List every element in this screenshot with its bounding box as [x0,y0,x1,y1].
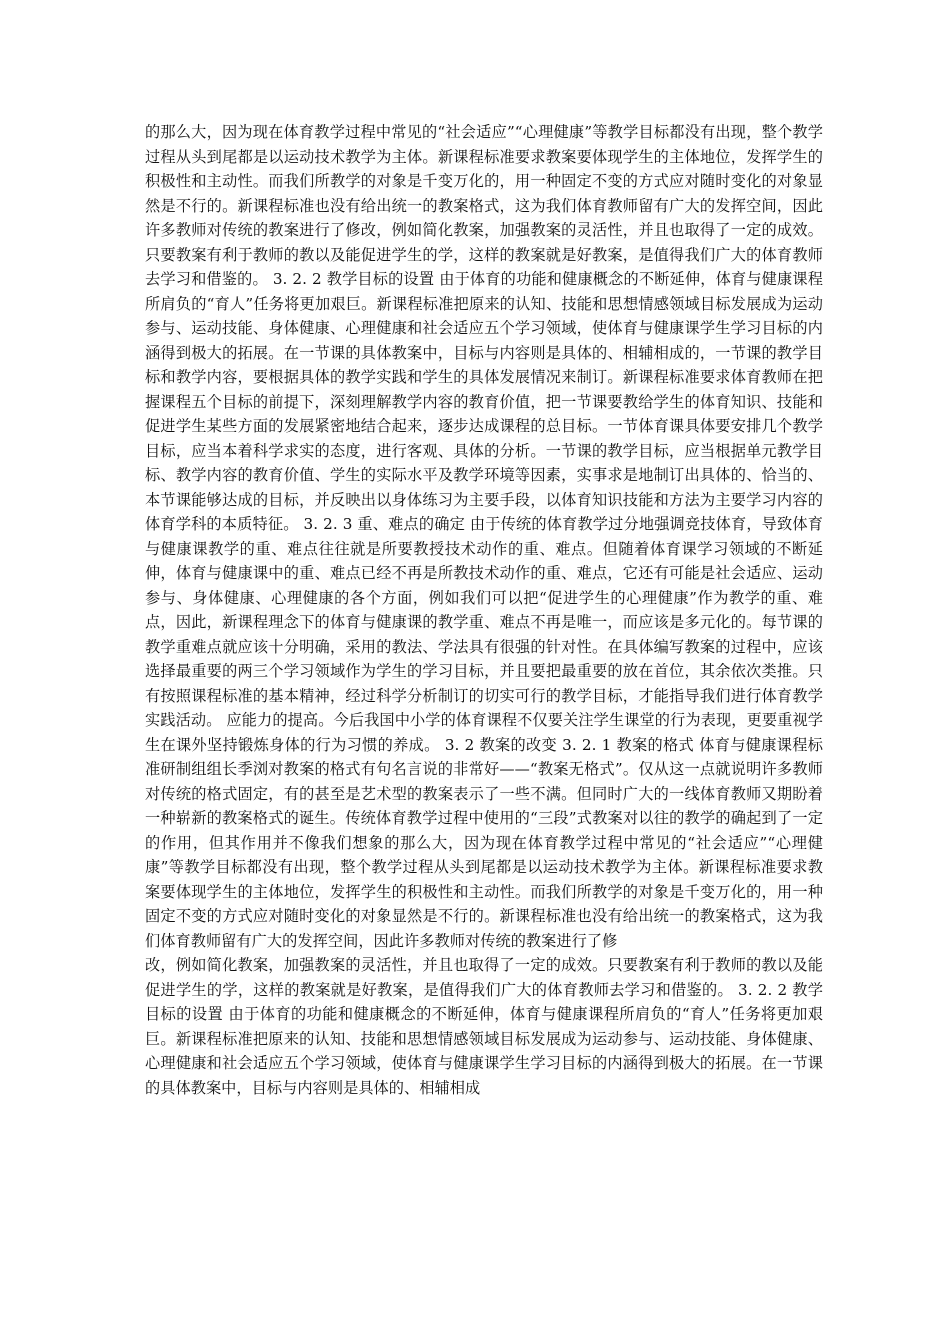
paragraph-2: 改，例如简化教案，加强教案的灵活性，并且也取得了一定的成效。只要教案有利于教师的教以及能促进学生的学，这样的教案就是好教案，是值得我们广大的体育教师去学习和借鉴的。 3. 2. 2 教学目标的设置 由于体育的功能和健康概念的不断延伸，体育与健康课程所肩负的“育人”任务将更加艰巨。新课程标准把原来的认知、技能和思想情感领域目标发展成为运动参与、运动技能、身体健康、心理健康和社会适应五个学习领域，使体育与健康课学生学习目标的内涵得到极大的拓展。在一节课的具体教案中，目标与内容则是具体的、相辅相成 [145,956,823,1097]
body-text [145,120,823,1100]
paragraph-1: 的那么大，因为现在体育教学过程中常见的“社会适应”“心理健康”等教学目标都没有出现，整个教学过程从头到尾都是以运动技术教学为主体。新课程标准要求教案要体现学生的主体地位，发挥学生的积极性和主动性。而我们所教学的对象是千变万化的，用一种固定不变的方式应对随时变化的对象显然是不行的。新课程标准也没有给出统一的教案格式，这为我们体育教师留有广大的发挥空间，因此许多教师对传统的教案进行了修改，例如简化教案，加强教案的灵活性，并且也取得了一定的成效。只要教案有利于教师的教以及能促进学生的学，这样的教案就是好教案，是值得我们广大的体育教师去学习和借鉴的。 3. 2. 2 教学目标的设置 由于体育的功能和健康概念的不断延伸，体育与健康课程所肩负的“育人”任务将更加艰巨。新课程标准把原来的认知、技能和思想情感领域目标发展成为运动参与、运动技能、身体健康、心理健康和社会适应五个学习领域，使体育与健康课学生学习目标的内涵得到极大的拓展。在一节课的具体教案中，目标与内容则是具体的、相辅相成的，一节课的教学目标和教学内容，要根据具体的教学实践和学生的具体发展情况来制订。新课程标准要求体育教师在把握课程五个目标的前提下，深刻理解教学内容的教育价值，把一节课要教给学生的体育知识、技能和促进学生某些方面的发展紧密地结合起来，逐步达成课程的总目标。一节体育课具体要安排几个教学目标，应当本着科学求实的态度，进行客观、具体的分析。一节课的教学目标，应当根据单元教学目标、教学内容的教育价值、学生的实际水平及教学环境等因素，实事求是地制订出具体的、恰当的、本节课能够达成的目标，并反映出以身体练习为主要手段，以体育知识技能和方法为主要学习内容的体育学科的本质特征。 3. 2. 3 重、难点的确定 由于传统的体育教学过分地强调竞技体育，导致体育与健康课教学的重、难点往往就是所要教授技术动作的重、难点。但随着体育课学习领域的不断延伸，体育与健康课中的重、难点已经不再是所教技术动作的重、难点，它还有可能是社会适应、运动参与、身体健康、心理健康的各个方面，例如我们可以把“促进学生的心理健康”作为教学的重、难点，因此，新课程理念下的体育与健康课的教学重、难点不再是唯一，而应该是多元化的。每节课的教学重难点就应该十分明确，采用的教法、学法具有很强的针对性。在具体编写教案的过程中，应该选择最重要的两三个学习领域作为学生的学习目标，并且要把最重要的放在首位，其余依次类推。只有按照课程标准的基本精神，经过科学分析制订的切实可行的教学目标，才能指导我们进行体育教学实践活动。 应能力的提高。今后我国中小学的体育课程不仅要关注学生课堂的行为表现，更要重视学生在课外坚持锻炼身体的行为习惯的养成。 3. 2 教案的改变 3. 2. 1 教案的格式 体育与健康课程标准研制组组长季浏对教案的格式有句名言说的非常好——“教案无格式”。仅从这一点就说明许多教师对传统的格式固定，有的甚至是艺术型的教案表示了一些不满。但同时广大的一线体育教师又期盼着一种崭新的教案格式的诞生。传统体育教学过程中使用的“三段”式教案对以往的教学的确起到了一定的作用，但其作用并不像我们想象的那么大，因为现在体育教学过程中常见的“社会适应”“心理健康”等教学目标都没有出现，整个教学过程从头到尾都是以运动技术教学为主体。新课程标准要求教案要体现学生的主体地位，发挥学生的积极性和主动性。而我们所教学的对象是千变万化的，用一种固定不变的方式应对随时变化的对象显然是不行的。新课程标准也没有给出统一的教案格式，这为我们体育教师留有广大的发挥空间，因此许多教师对传统的教案进行了修 [145,123,823,950]
